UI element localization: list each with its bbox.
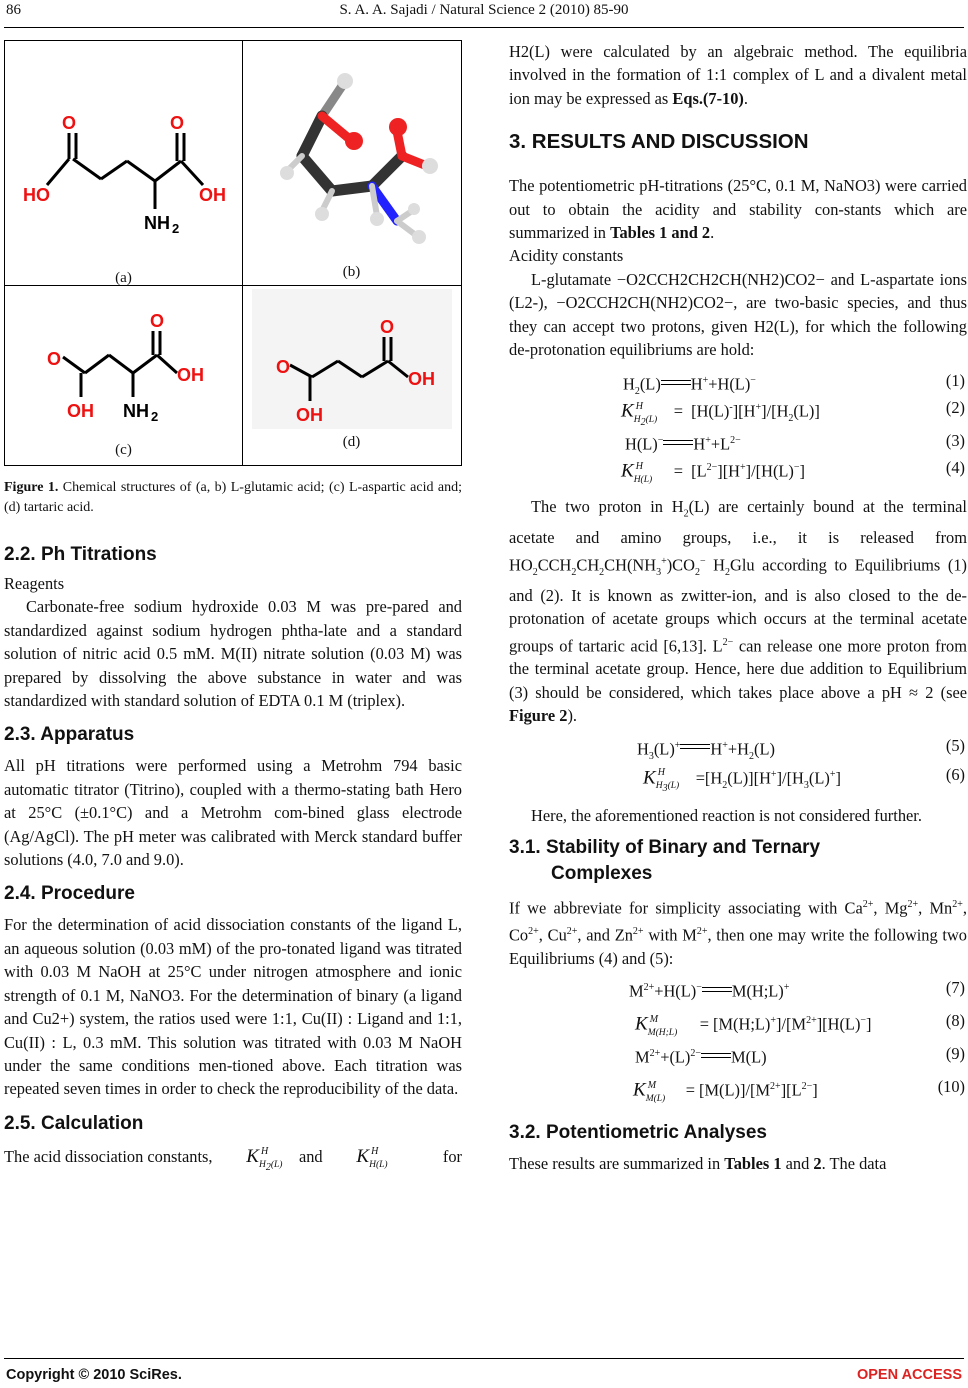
equations-5-6 xyxy=(509,734,967,794)
svg-text:NH: NH xyxy=(123,401,149,421)
copyright-notice: Copyright © 2010 SciRes. xyxy=(6,1367,182,1383)
equation-5: $H_3(L)^+$ $H^++H_2(L)$ (5) xyxy=(637,735,965,762)
svg-text:O: O xyxy=(47,349,62,369)
svg-text:O: O xyxy=(62,113,77,133)
equation-6: K H $H_3(L)$ $=[H_2(L)][H^+]/[H_3(L)^+]$ (6) xyxy=(643,764,965,794)
svg-text:O: O xyxy=(150,311,165,331)
section-2-4-heading: 2.4. Procedure xyxy=(4,883,135,905)
svg-text:NH: NH xyxy=(144,213,170,233)
equation-8: K M M(H;L) = $[M(H;L)^+]/[M^{2+}][H(L)^-]$ (8) xyxy=(635,1011,965,1038)
equation-1: $H_2(L)$ H++H(L)− (1) xyxy=(623,371,965,398)
section-3-1-heading: 3.1. Stability of Binary and Ternary Complexes xyxy=(509,837,821,885)
page-number: 86 xyxy=(6,2,21,18)
panel-b xyxy=(242,41,461,285)
panel-a xyxy=(5,41,242,285)
panel-d xyxy=(242,285,461,465)
reagents-paragraph: Carbonate-free sodium hydroxide 0.03 M was pre-pared and standardized against sodium hydrogen phtha-late and a standard solution of nitric acid 0.5 mM. M(II) nitrate solution (0.03 M) was prepared by dissolving the above substance in water and was standardized with standard solution of EDTA 0.1 M (triplex). xyxy=(4,597,462,711)
section-3-heading: 3. RESULTS AND DISCUSSION xyxy=(509,130,809,154)
glutamic-acid-3d-model xyxy=(242,41,461,261)
section-2-2-heading: 2.2. Ph Titrations xyxy=(4,544,157,565)
apparatus-paragraph: All pH titrations were performed using a Metrohm 794 basic automatic titrator (Titrino), coupled with a thermo-stating bath Hero at 25°C (±0.1°C) and a Metrohm com-bined glass electrode (Ag/AgCl). The pH meter was calibrated with Merck standard buffer solutions (4.0, 7.0 and 9.0). xyxy=(4,756,462,870)
panel-c xyxy=(5,285,242,465)
acidity-paragraph: L-glutamate −O2CCH2CH2CH(NH2)CO2− and L-aspartate ions (L2-), −O2CCH2CH(NH2)CO2−, are two-basic species, and thus they can accept two protons, given H2(L), for which the following de-protonation equilibriums are hold: xyxy=(509,269,967,360)
reaction-note-paragraph: Here, the aforementioned reaction is not considered further. xyxy=(531,805,922,825)
equation-7: $M^{2+}+H(L)^-$ M(H;L)+ (7) xyxy=(629,978,965,1001)
equation-10: K M M(L) = $[M(L)]/[M^{2+}][L^{2-}]$ (10) xyxy=(633,1077,965,1104)
footer-rule xyxy=(4,1358,964,1359)
analyses-paragraph: These results are summarized in Tables 1 and 2. The data xyxy=(509,1154,887,1174)
svg-text:OH: OH xyxy=(199,185,226,205)
running-title: S. A. A. Sajadi / Natural Science 2 (2010) 85-90 xyxy=(339,2,629,18)
svg-text:OH: OH xyxy=(408,369,435,389)
section-3-2-heading: 3.2. Potentiometric Analyses xyxy=(509,1122,768,1144)
panel-d-label: (d) xyxy=(342,434,361,450)
procedure-paragraph: For the determination of acid dissociation constants of the ligand L, an aqueous solution (0.03 mM) of the pro-tonated ligand was titrated with 0.03 M NaOH at 25°C under nitrogen atmosphere and ionic strength of 0.1 M, NaNO3. For the determination of binary (a ligand and Cu2+) system, the ratios used were 1:1, Cu(II) : Ligand and 1:1, Cu(II) : L, 0.3 mM. This solution was titrated with 0.03 M NaOH under the same conditions men-tioned above. Each titration was repeated seven times in order to check the reproducibility of the data. xyxy=(4,915,462,1099)
equation-4: K H H(L) = $[L^{2-}][H^+]/[H(L)^-]$ (4) xyxy=(621,458,965,485)
intro-paragraph: H2(L) were calculated by an algebraic method. The equilibria involved in the formation of 1:1 complex of L and a divalent metal ion may be expressed as Eqs.(7-10). xyxy=(509,42,967,108)
tartaric-acid-structure xyxy=(242,285,461,435)
svg-text:O: O xyxy=(276,357,291,377)
reagents-label: Reagents xyxy=(4,574,65,593)
aspartic-acid-structure xyxy=(5,285,242,435)
panel-b-label: (b) xyxy=(342,264,361,280)
equations-1-4 xyxy=(509,369,967,483)
glutamic-acid-structure xyxy=(5,41,242,261)
equation-3: H(L)− $H^++L^{2-}$ (3) xyxy=(625,431,965,454)
svg-text:2: 2 xyxy=(151,409,159,424)
svg-text:2: 2 xyxy=(172,221,180,236)
figure-caption: Figure 1. Chemical structures of (a, b) L-glutamic acid; (c) L-aspartic acid and; (d) tartaric acid. xyxy=(4,480,463,515)
svg-text:O: O xyxy=(380,317,395,337)
panel-c-label: (c) xyxy=(115,442,132,458)
header-rule xyxy=(4,27,964,28)
svg-text:O: O xyxy=(170,113,185,133)
left-column xyxy=(4,40,463,1173)
open-access-label: OPEN ACCESS xyxy=(856,1367,962,1383)
calculation-paragraph: The acid dissociation constants, K H $H_2(L)$ and K H H(L) for xyxy=(4,1145,462,1173)
equations-7-10 xyxy=(509,976,967,1102)
section-2-3-heading: 2.3. Apparatus xyxy=(4,724,135,746)
equation-2: K H $H_2(L)$ = $[H(L)^-][H^+]/[H_2(L)]$ (2) xyxy=(621,398,965,428)
svg-text:OH: OH xyxy=(177,365,204,385)
figure-1 xyxy=(4,40,462,466)
protonation-paragraph: The two proton in $H_2(L)$ are certainly bound at the terminal acetate and amino groups, i.e., it is released from $HO_2CCH_2CH_2CH(NH_3^+)CO_2^-$ $H_2Glu$ according to Equilibriums (1) and (2). It is known as zwitter-ion, and is also closed to the de-protonation of acetate groups which occurs at the terminal acetate groups of tartaric acid [6,13]. $L^{2-}$ can release one more proton from the terminal acetate group. Hence, here due addition to Equilibrium (3) should be considered, which takes place above a pH ≈ 2 (see Figure 2). xyxy=(509,497,967,726)
results-paragraph: The potentiometric pH-titrations (25°C, 0.1 M, NaNO3) were carried out to obtain the acidity and stability con-stants which are summarized in Tables 1 and 2. xyxy=(509,176,967,243)
svg-text:OH: OH xyxy=(296,405,323,425)
panel-a-label: (a) xyxy=(115,270,132,286)
equation-9: $M^{2+}+(L)^{2-}$ M(L) (9) xyxy=(635,1044,965,1067)
section-2-5-heading: 2.5. Calculation xyxy=(4,1112,144,1134)
right-column xyxy=(509,40,967,1176)
acidity-label: Acidity constants xyxy=(509,246,624,266)
svg-text:OH: OH xyxy=(67,401,94,421)
svg-text:HO: HO xyxy=(23,185,50,205)
stability-paragraph: If we abbreviate for simplicity associating with $Ca^{2+}$, $Mg^{2+}$, $Mn^{2+}$, $Co^{2+}$, $Cu^{2+}$, and $Zn^{2+}$ with $M^{2+}$, then one may write the following two Equilibriums (4) and (5): xyxy=(509,898,968,968)
